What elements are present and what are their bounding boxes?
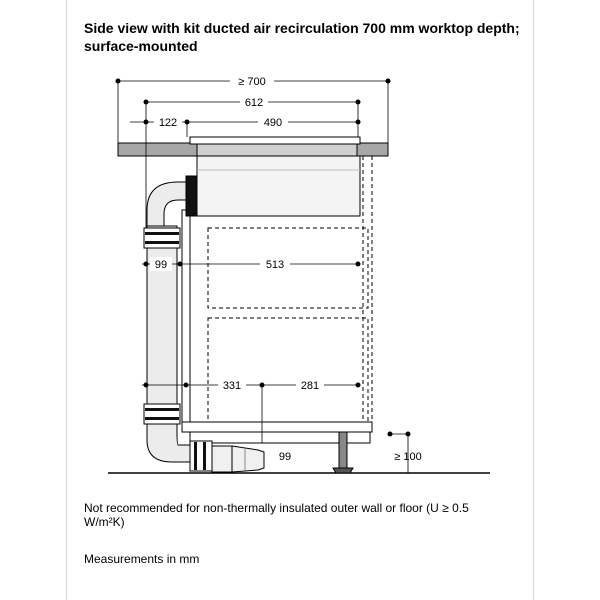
plinth-leg [339,432,347,468]
dim-worktop-depth: ≥ 700 [238,76,266,88]
rear-panel [182,210,190,432]
dim-lower-left: 331 [222,380,242,392]
dim-lower-right: 281 [300,380,320,392]
downdraft-unit [197,156,360,216]
dim-cutout-width: 490 [263,117,283,129]
cooktop-body [197,144,357,156]
base-shelf [182,422,372,432]
dim-inner-depth: 513 [265,259,285,271]
cooktop-glass [190,137,360,144]
units-note: Measurements in mm [84,552,200,566]
fan-housing [186,176,197,216]
vertical-duct [147,226,177,406]
dim-plinth-height: ≥ 100 [394,451,422,463]
dim-plinth-gap: 99 [278,451,292,463]
recirculation-outlet [212,446,264,472]
upper-elbow [147,182,186,228]
dim-front-offset: 122 [158,117,178,129]
dim-cooktop-width: 612 [244,97,264,109]
diagram-title: Side view with kit ducted air recirculation 700 mm worktop depth; surface-mounted [84,20,520,54]
dim-duct-gap: 99 [154,259,168,271]
insulation-note: Not recommended for non-thermally insulated outer wall or floor (U ≥ 0.5 W/m²K) [84,501,469,529]
outlet-coupling [190,441,212,471]
lower-duct-coupling [144,404,180,424]
upper-duct-coupling [144,228,180,248]
